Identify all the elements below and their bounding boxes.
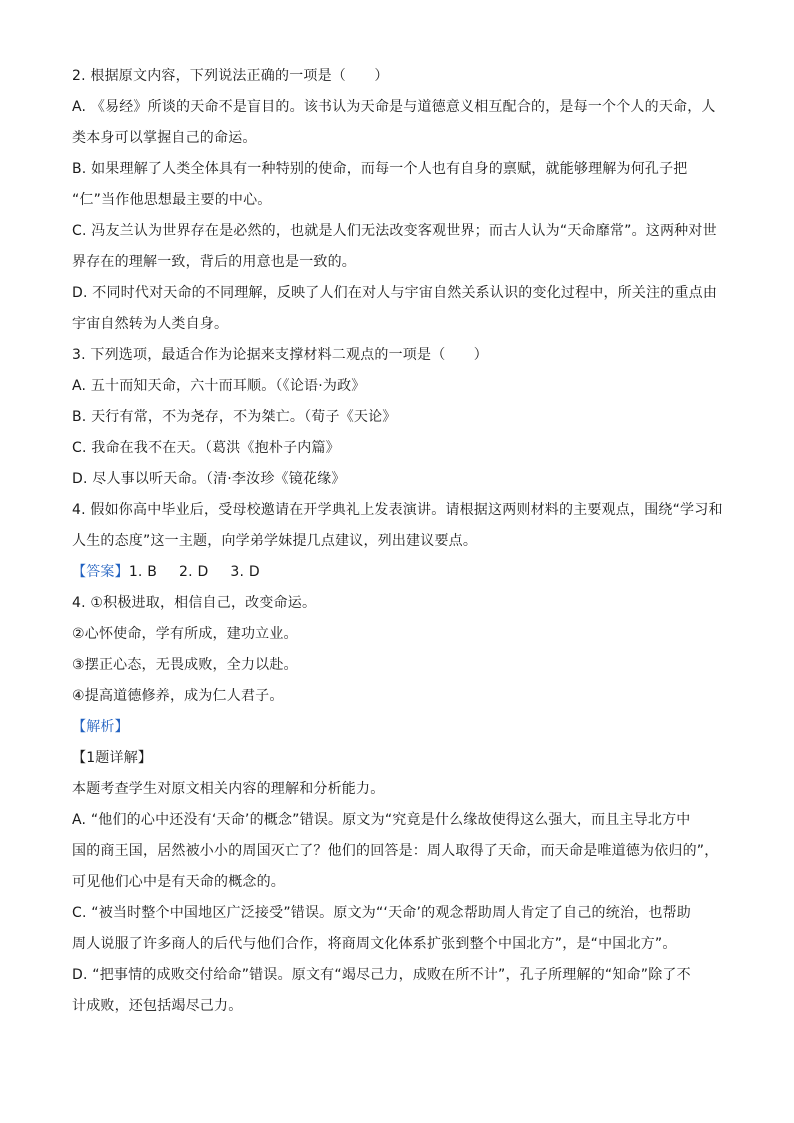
- answer-3: 3. D: [230, 564, 260, 580]
- analysis-tag: 【解析】: [72, 719, 129, 735]
- q4-stem-line1: 4. 假如你高中毕业后，受母校邀请在开学典礼上发表演讲。请根据这两则材料的主要观点，围绕“学习和: [72, 502, 723, 518]
- q3-option-c: C. 我命在我不在天。（葛洪《抱朴子内篇》: [72, 440, 340, 456]
- q2-option-b-line2: “仁”当作他思想最主要的中心。: [72, 192, 272, 208]
- analysis-d-line1: D. “把事情的成败交付给命”错误。原文有“竭尽己力，成败在所不计”，孔子所理解的“知命”除了不: [72, 967, 691, 983]
- q2-option-b-line1: B. 如果理解了人类全体具有一种特别的使命，而每一个人也有自身的禀赋，就能够理解为何孔子把: [72, 161, 688, 177]
- q4-stem-line2: 人生的态度”这一主题，向学弟学妹提几点建议，列出建议要点。: [72, 533, 478, 549]
- answer-q4-line1: 4. ①积极进取，相信自己，改变命运。: [72, 595, 317, 611]
- q2-option-d-line1: D. 不同时代对天命的不同理解，反映了人们在对人与宇宙自然关系认识的变化过程中，所关注的重点由: [72, 285, 718, 301]
- analysis-a-line2: 国的商王国，居然被小小的周国灭亡了？他们的回答是：周人取得了天命，而天命是唯道德为依归的”，: [72, 843, 719, 859]
- answer-row: [72, 558, 722, 589]
- q2-option-d-line2: 宇宙自然转为人类自身。: [72, 316, 229, 332]
- answer-2: 2. D: [179, 564, 209, 580]
- analysis-d-line2: 计成败，还包括竭尽己力。: [72, 998, 243, 1014]
- analysis-a-line3: 可见他们心中是有天命的概念的。: [72, 874, 285, 890]
- answer-q4-line4: ④提高道德修养，成为仁人君子。: [72, 688, 284, 704]
- q2-stem: 2. 根据原文内容，下列说法正确的一项是（ ）: [72, 68, 389, 84]
- q2-option-a-line2: 类本身可以掌握自己的命运。: [72, 130, 257, 146]
- analysis-heading: 【1题详解】: [72, 750, 153, 766]
- q3-option-d: D. 尽人事以听天命。（清·李汝珍《镜花缘》: [72, 471, 346, 487]
- analysis-intro: 本题考查学生对原文相关内容的理解和分析能力。: [72, 781, 385, 797]
- analysis-a-line1: A. “他们的心中还没有‘天命’的概念”错误。原文为“究竟是什么缘故使得这么强大，而且主导北方中: [72, 812, 691, 828]
- q2-option-c-line1: C. 冯友兰认为世界存在是必然的，也就是人们无法改变客观世界；而古人认为“天命靡常”。这两种对世: [72, 223, 717, 239]
- q3-option-b: B. 天行有常，不为尧存，不为桀亡。（荀子《天论》: [72, 409, 397, 425]
- answer-1: 1. B: [128, 564, 158, 580]
- analysis-c-line2: 周人说服了许多商人的后代与他们合作，将商周文化体系扩张到整个中国北方”，是“中国北方”。: [72, 936, 677, 952]
- answer-tag: 【答案】: [72, 564, 129, 580]
- q3-option-a: A. 五十而知天命，六十而耳顺。（《论语·为政》: [72, 378, 366, 394]
- answer-q4-line2: ②心怀使命，学有所成，建功立业。: [72, 626, 298, 642]
- answer-q4-line3: ③摆正心态，无畏成败，全力以赴。: [72, 657, 298, 673]
- document-page: [72, 62, 722, 1023]
- analysis-c-line1: C. “被当时整个中国地区广泛接受”错误。原文为“‘天命’的观念帮助周人肯定了自己的统治，也帮助: [72, 905, 691, 921]
- q2-option-a-line1: A. 《易经》所谈的天命不是盲目的。该书认为天命是与道德意义相互配合的，是每一个个人的天命，人: [72, 99, 716, 115]
- q3-stem: 3. 下列选项，最适合作为论据来支撑材料二观点的一项是（ ）: [72, 347, 489, 363]
- q2-option-c-line2: 界存在的理解一致，背后的用意也是一致的。: [72, 254, 356, 270]
